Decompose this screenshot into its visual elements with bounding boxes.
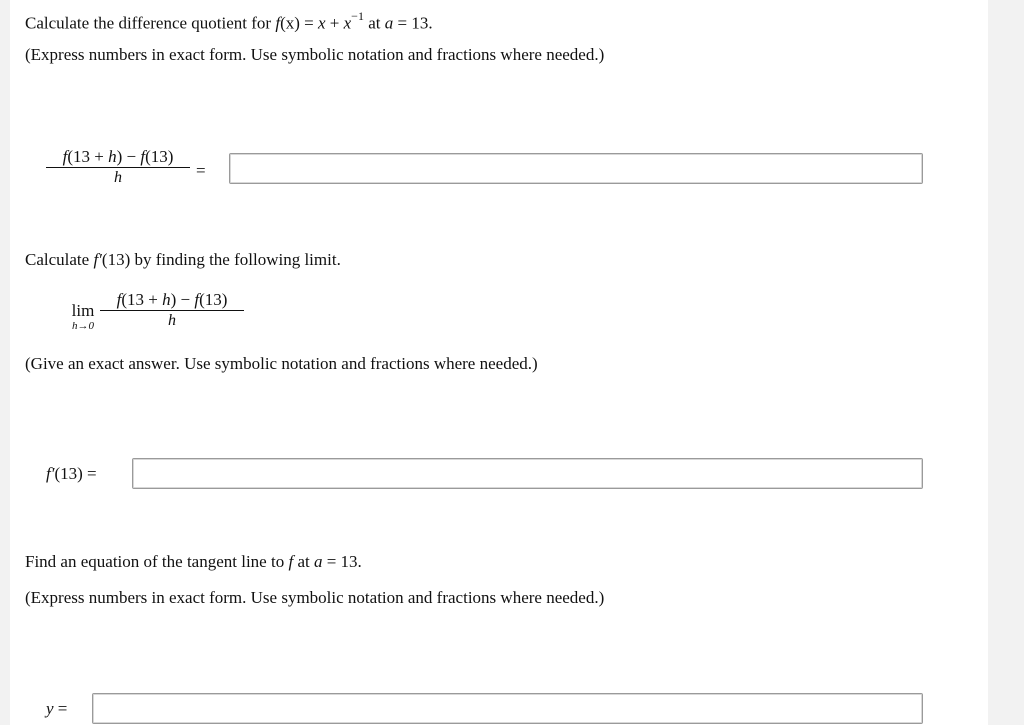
- q2-prompt-text: Calculate: [25, 250, 94, 269]
- q2-answer-input[interactable]: [132, 458, 923, 489]
- q2-lim-word: lim: [71, 301, 95, 320]
- q1-func-name: f: [275, 13, 281, 33]
- q2-answer-label-rest: (13) =: [54, 464, 97, 483]
- q1-instruction: (Express numbers in exact form. Use symbolic notation and fractions where needed.): [25, 45, 605, 64]
- q1-var-a: a: [384, 13, 394, 33]
- q1-var-x2: x: [343, 13, 352, 33]
- q2-fprime: f′: [93, 250, 102, 269]
- q2-denominator: h: [168, 312, 176, 329]
- q2-limit-operator: [66, 302, 100, 332]
- q1-exponent: −1: [351, 9, 364, 23]
- q2-answer-label: [46, 464, 97, 484]
- q3-instruction: (Express numbers in exact form. Use symbolic notation and fractions where needed.): [25, 588, 605, 607]
- q1-a-value: = 13.: [393, 13, 433, 33]
- q1-numerator: f(13 + h) − f(13): [62, 147, 174, 166]
- q3-answer-label: [46, 699, 67, 719]
- q1-prompt: [25, 8, 433, 34]
- q3-func-name: f: [288, 552, 294, 571]
- q3-a-value: = 13.: [322, 552, 362, 571]
- q1-denominator: h: [114, 169, 122, 186]
- q1-func-arg: (x) =: [280, 13, 318, 33]
- q3-var-a: a: [313, 552, 323, 571]
- q3-prompt: [25, 552, 362, 572]
- q3-at: at: [293, 552, 314, 571]
- q2-instruction: (Give an exact answer. Use symbolic notation and fractions where needed.): [25, 354, 538, 373]
- q2-limit-fraction: [100, 290, 244, 331]
- q2-prompt-suffix: (13) by finding the following limit.: [101, 250, 341, 269]
- q2-lim-subscript: h→0: [72, 320, 94, 332]
- q1-difference-quotient: [46, 147, 190, 188]
- q1-answer-input[interactable]: [229, 153, 923, 184]
- q1-prompt-text: Calculate the difference quotient for: [25, 13, 276, 33]
- q1-plus: +: [325, 13, 344, 33]
- q3-answer-input[interactable]: [92, 693, 923, 724]
- q3-answer-label-y: y: [46, 699, 54, 718]
- q1-at: at: [363, 13, 385, 33]
- q2-answer-label-f: f′: [46, 464, 55, 483]
- q3-prompt-text: Find an equation of the tangent line to: [25, 552, 289, 571]
- q2-numerator: f(13 + h) − f(13): [116, 290, 228, 309]
- q1-var-x: x: [317, 13, 326, 33]
- q1-equals: =: [196, 161, 206, 180]
- q2-prompt: [25, 250, 341, 270]
- question-panel: [10, 0, 988, 725]
- q3-answer-label-eq: =: [53, 699, 68, 718]
